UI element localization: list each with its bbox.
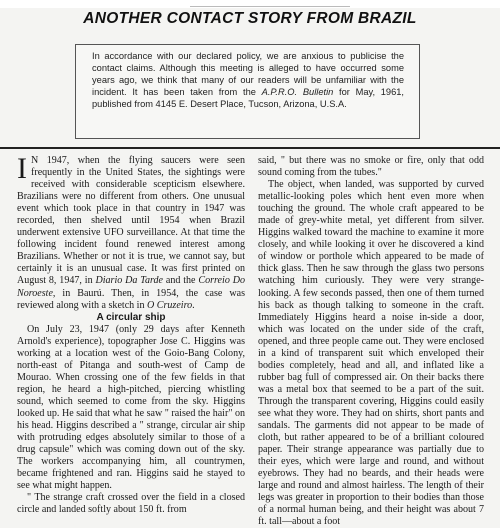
intro-text-a: N 1947, when the flying saucers were seen frequently in the United States, the sightings were received with considerable scepticism elsewhere. Brazilians were no different from others. One unusual event which took place in that country in 1947 was recorded, then shelved until 1954 when Brazil underwent extensive UFO surveillance. At that time the following incident found renewed interest among Brazilians. Whether or not it is true, we cannot say, but certainly it is an unusual case. It was first printed on August 8, 1947, in bbox=[17, 155, 245, 287]
paragraph-3: " The strange craft crossed over the field in a closed circle and landed softly about 150 ft. from bbox=[17, 492, 245, 516]
intro-paragraph bbox=[17, 152, 245, 312]
article-headline: ANOTHER CONTACT STORY FROM BRAZIL bbox=[83, 10, 417, 27]
newspaper-correio: Correio Do Noroeste bbox=[17, 275, 245, 299]
right-column bbox=[258, 155, 484, 528]
editor-note-part1: In accordance with our declared policy, we are anxious to publicise the contact claims. Although this meeting is alleged to have occurred some years ago, we think that many of our readers will be unfamiliar with the incident. It has been taken from the bbox=[92, 51, 404, 98]
editor-note-source: A.P.R.O. Bulletin bbox=[261, 87, 334, 98]
section-rule bbox=[0, 147, 500, 149]
intro-text-d: . bbox=[192, 299, 195, 311]
right-paragraph-1: said, " but there was no smoke or fire, only that odd sound coming from the tubes." bbox=[258, 155, 484, 179]
torn-title-remnant bbox=[190, 0, 350, 7]
left-column bbox=[17, 152, 245, 516]
newspaper-diario: Diario Da Tarde bbox=[95, 275, 163, 287]
editor-note bbox=[92, 50, 404, 110]
editor-note-part2: for May, 1961, published from 4145 E. Desert Place, Tucson, Arizona, U.S.A. bbox=[92, 87, 405, 110]
handwritten-margin-mark bbox=[0, 327, 17, 378]
intro-text-b: and the bbox=[163, 275, 199, 287]
magazine-cruzeiro: O Cruzeiro bbox=[147, 299, 193, 311]
drop-cap: I bbox=[17, 152, 27, 185]
right-paragraph-2: The object, when landed, was supported by curved metallic-looking poles which hent even more when touching the ground. The whole craft appeared to be made of grey-white metal, yet different from silver. Higgins walked toward the machine to examine it more closely, and while looking it over he discovered a kind of window or porthole which appeared to be made of thick glass. Then he saw through the glass two persons watching him curiously. They were very strange-looking. A few seconds passed, then one of them turned his back as though talking to someone in the craft. Immediately Higgins heard a noise in-side a door, which was located on the under side of the craft, opened, and three people came out. They were enclosed in a kind of transparent suit which enveloped their bodies completely, head and all, and inflated like a rubber bag full of compressed air. On their backs there was a metal box that seemed to be a part of the suit. Through the transparent covering, Higgins could easily see what they wore. They had on shirts, short pants and sandals. The garments did not appear to be made of cloth, but rather appeared to be of a brilliant coloured paper. Their strange appearance was partially due to their eyes, which were large and round, and without eyebrows. They had no beards, and their heads were large and round and almost hairless. The length of their legs was greater in proportion to their bodies than those of a normal human being, and their height was about 7 ft. tall—about a foot bbox=[258, 179, 484, 528]
paragraph-2: On July 23, 1947 (only 29 days after Kenneth Arnold's experience), topographer Jose C. Higgins was working at a location west of the Goio-Bang Colony, north-east of Pitanga and south-west of Camp de Mourao. When crossing one of the few fields in that region, he heard a high-pitched, piercing whistling sound, which seemed to come from the sky. Higgins looked up. He said that what he saw " raised the hair" on his head. Higgins described a " strange, circular air ship with protruding edges absolutely similar to those of a drug capsule" which was coming down out of the sky. The workers accompanying him, all countrymen, became frightened and ran. Higgins said he stayed to see what might happen. bbox=[17, 323, 245, 492]
intro-text-c: , in Baurú. Then, in 1954, the case was reviewed along with a sketch in bbox=[17, 287, 245, 311]
subheading: A circular ship bbox=[96, 311, 166, 323]
